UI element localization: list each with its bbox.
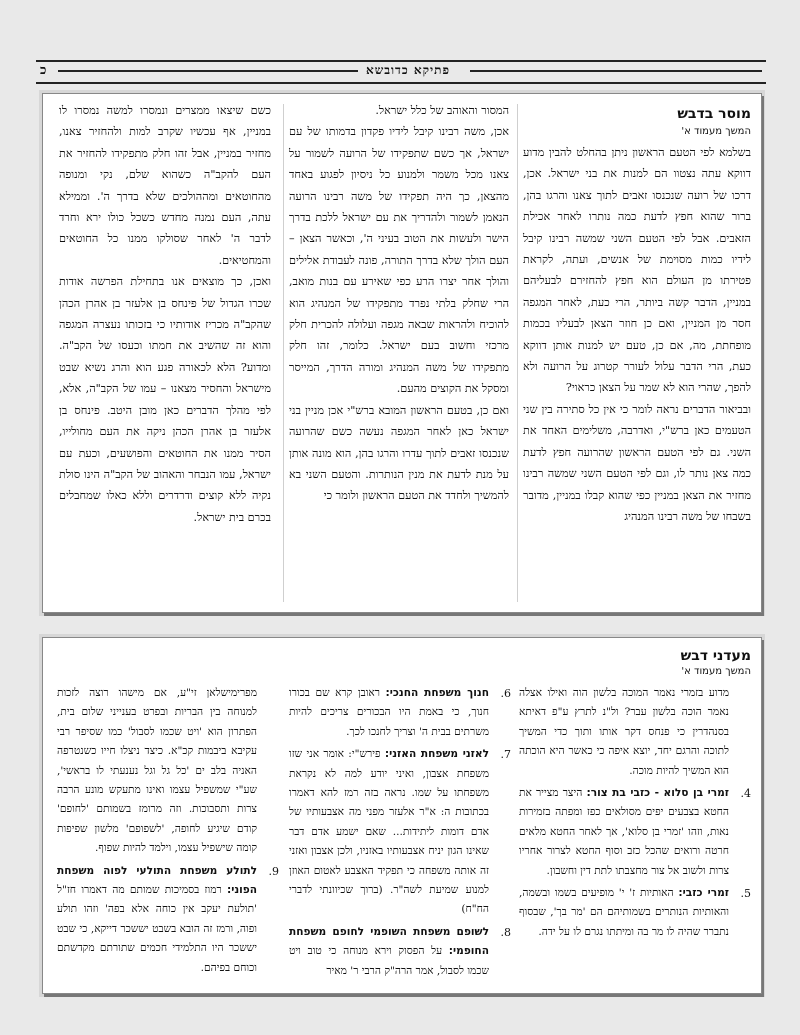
note-number: 4. (740, 787, 751, 801)
paragraph: אכן, משה רבינו קיבל לידיו פקדון בדמותו של עם ישראל, אך כשם שתפקידו של הרועה לשמור על צאנו מכל משמר ולמנוע כל ניסיון לפגוע באחד מהצאן, כך היה תפקידו של משה רבינו הרועה הנאמן לשמור ולהדריך את עם ישראל ללכת בדרך הישר ולעשות את הטוב בעיני ה', וכאשר הצאן – העם הולך שלא בדרך התורה, פונה לעבודת אלילים והולך אחר יצרו הרע כפי שאירע עם בנות מואב, הרי שחלק בלתי נפרד מתפקידו של המנהיג הוא להוכיח ולהראות שבאה מגפה ועלולה להכרית חלק מרכזי וחשוב בעם ישראל. כלומר, זהו חלק מתפקידו של משה המנהיג ומורה הדרך, המייסר ומסקל את הקוצים מהעם. (289, 125, 509, 396)
note-item (57, 684, 279, 859)
ornament-rule-left (58, 70, 358, 72)
note-number: 6. (500, 687, 511, 700)
section-heading: מעדני דבש (680, 648, 751, 664)
note-number (257, 684, 279, 859)
column-divider (283, 104, 284, 602)
note-item (519, 784, 751, 881)
note-label: זמרי בן סלוא - כזבי בת צור: (586, 787, 729, 800)
paragraph: ובביאור הדברים נראה לומר כי אין כל סתירה בין שני הטעמים כאן ברש"י, ואדרבה, משלימים האחד את השני. גם לפי הטעם הראשון שהרועה חפץ לדעת כמה צאן נותר לו, וגם לפי הטעם השני שמשה רבינו מחזיר את הצאן במניין כפי שהוא קבלו במניין, מדובר בשבחו של משה רבינו המנהיג (523, 402, 751, 523)
note-label: לתולע משפחת התולעי לפוה משפחת הפוני: (57, 864, 258, 897)
note-label: לשופם משפחת השופמי לחופם משפחת החופמי: (289, 925, 489, 958)
note-number: 8. (500, 925, 511, 939)
page-letter: כ (40, 63, 47, 78)
paragraph: ואכן, כך מוצאים אנו בתחילת הפרשה אודות שכרו הגדול של פינחס בן אלעזר בן אהרן הכהן שהקב"ה מכריז אודותיו כי בזכותו נעצרה המגפה והוא זה שהשיב את חמתו וכעסו של הקב"ה. ומדוע? הלא לכאורה פגע הוא והרג נשיא שבט מישראל והחסיר מצאנו – עמו של הקב"ה, אלא, לפי מהלך הדברים כאן מובן היטב. פינחס בן אלעזר בן אהרן הכהן ניקה את העם מחולייו, הסיר ממנו את החוטאים והפושעים, וכעת עם ישראל, עמו הנבחר והאהוב של הקב"ה הינו סולת נקיה ללא קוצים ודרדרים וללא כאלו שמחבלים בכרם בית ישראל. (59, 275, 271, 524)
note-text: ראובן קרא שם בכורו חנוך, כי באמת היו הבכורים צריכים להיות משרתים בבית ה' וצריך לחנכו לכך. (289, 687, 489, 738)
note-text: פירש"י: אומר אני שזו משפחת אצבון, ואיני יודע למה לא נקראת משפחתו על שמו. נראה בזה רמז להא דאמרו בכתובות ה: א"ר אלעזר מפני מה אצבעותיו של אדם דומות ליתידות... שאם ישמע אדם דבר שאינו הגון יניח אצבעותיו באזניו, ולכן אצבון ואזני זה אותה משפחה כי תפקיד האצבע לאטום האוזן למנוע שמיעת לשה"ר. (ברוך שכיוונתי לדברי הח"ח) (289, 748, 489, 916)
running-head (36, 60, 766, 84)
maadanei-column-1 (519, 684, 751, 945)
note-label: לאזני משפחת האזני: (384, 748, 489, 761)
column-divider (517, 104, 518, 602)
note-item (519, 884, 751, 942)
note-item (289, 923, 511, 981)
maadanei-panel (42, 637, 762, 994)
note-number: 7. (500, 748, 511, 762)
note-number (729, 684, 751, 781)
note-item (289, 745, 511, 920)
note-text: מפרימישלאן זי"ע, אם מישהו רוצה לזכות למנוחה בין הבריות ובפרט בענייני שלום בית, הפתרון הוא 'ויט שכמו לסבול' כמו שסיפר רבי עקיבא ביבמות קכ"א. כיצד ניצלו חייו כשנטרפה האניה בלב ים 'כל גל וגל נענעתי לו בראשי', שע"י שמשפיל עצמו ואינו מתעקש מונע הרבה צרות ותסבוכות. וזה מרומז בשמותם 'לחופם' קודם שיגיע לחופה, 'לשפופם' מלשון שפיפות קומה שישפיל עצמו, וילמד להיות שפוף. (57, 687, 257, 855)
note-label: חנוך משפחת החנכי: (385, 687, 489, 699)
musar-column-1 (523, 142, 751, 527)
paragraph: ואם כן, בטעם הראשון המובא ברש"י אכן מניין בני ישראל כאן לאחר המגפה נעשה כשם שהרועה שנכנסו זאבים לתוך עדרו והרגו בהן, הוא מונה אותן על מנת לדעת את מנין הנותרות. והטעם השני בא להמשיך ולחדד את הטעם הראשון ולומר כי (289, 403, 509, 503)
paragraph: המסור והאוהב של כלל ישראל. (375, 104, 509, 117)
note-label: זמרי כזבי: (678, 887, 730, 900)
note-number: 5. (740, 887, 751, 901)
paragraph: בשלמא לפי הטעם הראשון ניתן בהחלט להבין מדוע דווקא עתה נצטוו הם למנות את בני ישראל. אכן, דרכו של רועה שנכנסו זאבים לתוך צאנו והרגו בהן, ברור שהוא חפץ לדעת כמה נותרו לאחר אכילת הזאבים. אבל לפי הטעם השני שמשה רבינו קיבל לידיו כמות מסוימת של אנשים, ועתה, לקראת פטירתו מן העולם הוא חפץ להחזירם לבעליהם במניין, הדבר קשה ביותר, הרי כעת, לאחר המגפה חסר מן המניין, ואם כן חוזר הצאן לבעליו בכמות מופחתת, מה, אם כן, טעם יש למנות אותן דווקא כעת, הרי הדבר עלול לעורר קטרוג על הרועה ולא להפך, שהרי הוא לא שמר על הצאן כראוי? (523, 146, 751, 395)
note-item (519, 684, 751, 781)
note-item (57, 862, 279, 978)
maadanei-column-2 (289, 684, 511, 984)
ornament-rule-right (470, 70, 762, 72)
paragraph: כשם שיצאו ממצרים ונמסרו למשה נמסרו לו במניין, אף עכשיו שקרב למות ולהחזיר צאנו, מחזיר במניין, אבל זהו חלק מתפקידו להחזיר את העם להקב"ה כשהוא שלם, נקי ומנופה מהחוטאים ומההולכים שלא בדרך ה'. וממילא עתה, העם נמנה מחדש כשכל כולו ירא וחרד לדבר ה' לאחר שסולקו ממנו כל החוטאים והמחטיאים. (59, 104, 271, 267)
musar-column-3 (59, 100, 271, 528)
note-text: על הפסוק וירא מנוחה כי טוב ויט שכמו לסבול, אמר הרה"ק הרבי ר' מאיר (289, 945, 489, 977)
musar-panel (42, 93, 762, 613)
note-text: האותיות ז' י' מופיעים בשמו ובשמה, והאותיות הנותרים בשמותיהם הם 'מר בך', שבסוף נתברר שהיה לו מר בה ומיתתו נגרם לו על ידה. (519, 887, 729, 938)
running-title: פתיקא כדובשא (366, 63, 450, 77)
note-item (289, 684, 511, 742)
note-text: מדוע בזמרי נאמר המוכה בלשון הוה ואילו אצלה נאמר הוכה בלשון עבר? ול"נ לתרץ ע"פ דאיתא בסנהדרין כי פנחס דקר אותו ותוך כדי המשיך לתוכה והרגם יחד, יוצא איפה כי כאשר היא הוכתה הוא המשיך להיות מוכה. (519, 687, 729, 777)
note-text: רמוז בסמיכות שמותם מה דאמרו חז"ל 'תולעת יעקב אין כוחה אלא בפה' וזהו תולע ופוה, ורמז זה הובא בשבט יששכר דייקא, כי שבט יששכר היו התלמידי חכמים שתורתם מקדשתם וכוחם בפיהם. (57, 884, 257, 974)
section-heading: מוסר בדבש (677, 106, 751, 122)
musar-column-2 (289, 100, 509, 507)
section-continued: המשך מעמוד א' (681, 126, 751, 137)
note-text: היצר מצייר את החטא בצבעים יפים מסולאים כפז ומפתה בזמירות נאות, וזהו 'זמרי בן סלוא', אך לאחר החטא מלאים חרטה ורואים שהכל כזב וסוף החטא לצרור אחריו צרות ולשוב אל צור מחצבתו לתת דין וחשבון. (519, 787, 729, 877)
section-continued: המשך מעמוד א' (681, 666, 751, 677)
maadanei-column-3 (57, 684, 279, 981)
note-number: 9. (268, 864, 279, 878)
